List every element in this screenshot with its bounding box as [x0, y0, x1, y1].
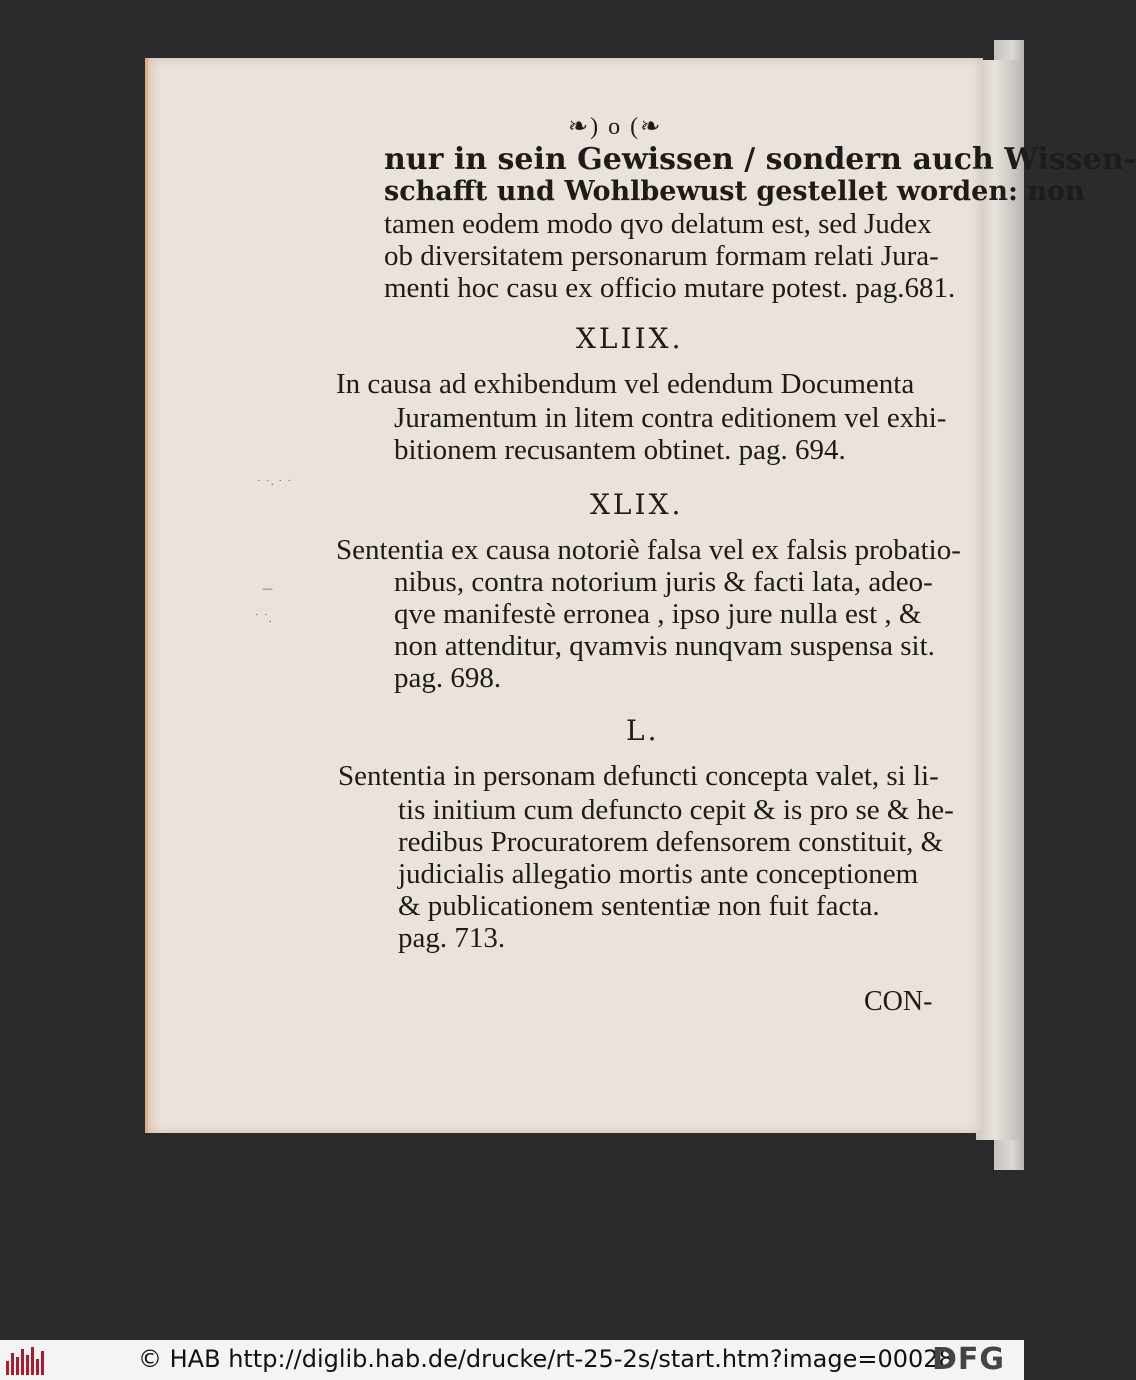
section-heading: L. [626, 714, 660, 747]
text-line: bitionem recusantem obtinet. pag. 694. [394, 434, 846, 466]
copyright-link[interactable]: © HAB http://diglib.hab.de/drucke/rt-25-2s/start.htm?image=00028 [138, 1345, 954, 1373]
margin-smudge: ˙ ˙· ˙ ˙ [256, 478, 292, 491]
page-ornament: ❧) o (❧ [568, 114, 663, 140]
section-heading: XLIX. [590, 488, 684, 521]
text-line: Sententia in personam defuncti concepta valet, si li- [338, 760, 939, 792]
text-line: pag. 698. [394, 662, 502, 694]
text-line: schafft und Wohlbewust gestellet worden: non [384, 176, 1085, 207]
text-line: tamen eodem modo qvo delatum est, sed Judex [384, 208, 932, 240]
section-heading: XLIIX. [576, 322, 684, 355]
dfg-logo: DFG [932, 1342, 1006, 1377]
hab-logo-icon [6, 1345, 44, 1375]
text-line: judicialis allegatio mortis ante conceptionem [398, 858, 919, 890]
margin-smudge: — [262, 582, 273, 595]
text-line: non attenditur, qvamvis nunqvam suspensa sit. [394, 630, 935, 662]
text-line: In causa ad exhibendum vel edendum Documenta [336, 368, 915, 400]
text-line: Sententia ex causa notoriè falsa vel ex falsis probatio- [336, 534, 961, 566]
text-line: & publicationem sententiæ non fuit facta. [398, 890, 880, 922]
text-line: redibus Procuratorem defensorem constituit, & [398, 826, 944, 858]
text-line: nibus, contra notorium juris & facti lata, adeo- [394, 566, 933, 598]
text-line: qve manifestè erronea , ipso jure nulla est , & [394, 598, 922, 630]
text-line: menti hoc casu ex officio mutare potest. pag.681. [384, 272, 956, 304]
catchword: CON- [864, 986, 933, 1017]
margin-smudge: ˙ ˙. [254, 612, 272, 625]
text-line: nur in sein Gewissen / sondern auch Wissen- [384, 142, 1136, 177]
text-line: pag. 713. [398, 922, 506, 954]
text-line: tis initium cum defuncto cepit & is pro se & he- [398, 794, 954, 826]
text-line: Juramentum in litem contra editionem vel exhi- [394, 402, 947, 434]
text-line: ob diversitatem personarum formam relati Jura- [384, 240, 939, 272]
book-page-edge-inner [976, 60, 1024, 1140]
